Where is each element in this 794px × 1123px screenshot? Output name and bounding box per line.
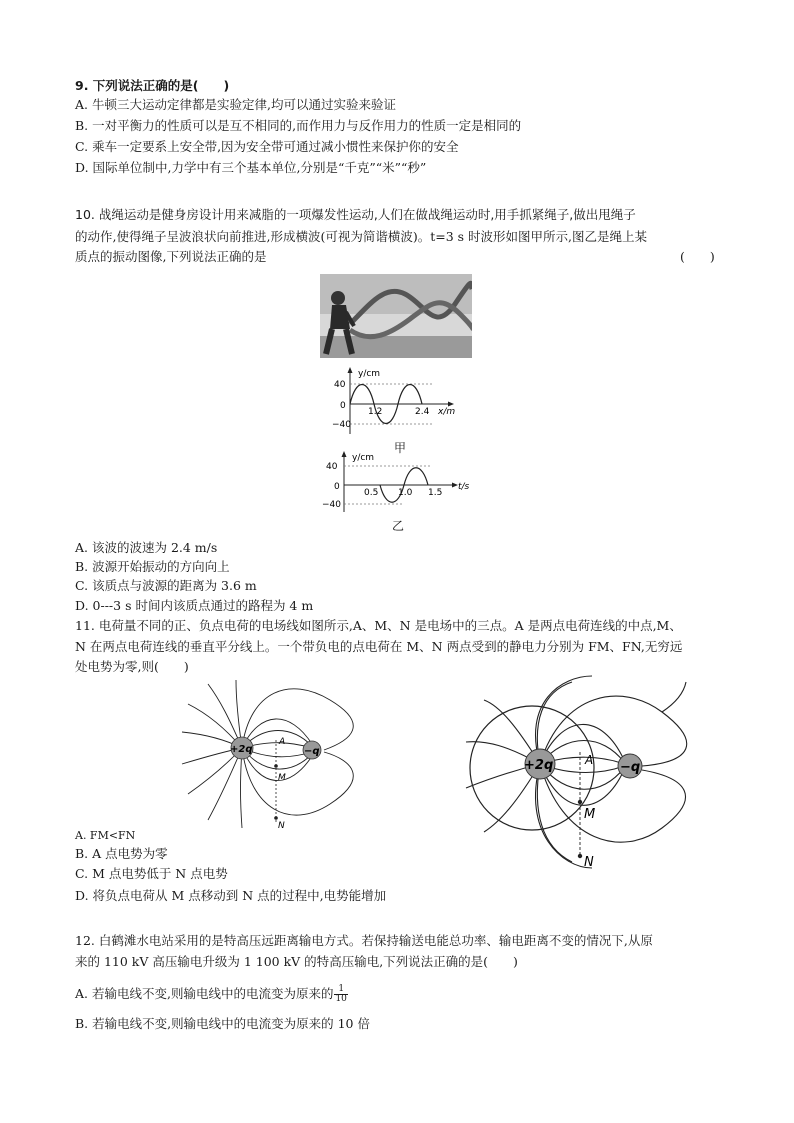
graph-b-caption: 乙 xyxy=(392,519,405,533)
q10-option-a: A. 该波的波速为 2.4 m/s xyxy=(75,540,218,555)
small-point-n-label: N xyxy=(278,821,285,830)
graph-a-xlabel: x/m xyxy=(438,407,456,417)
graph-a-caption: 甲 xyxy=(394,441,407,455)
large-point-a-label: A xyxy=(585,753,594,767)
graph-a-ylabel: y/cm xyxy=(358,369,381,379)
large-point-m-label: M xyxy=(584,807,596,822)
graph-b-ytick-top: 40 xyxy=(326,462,338,472)
q10-stem-line2: 的动作,使得绳子呈波浪状向前推进,形成横波(可视为简谐横波)。t=3 s 时波形如图甲所示,图乙是绳上某 xyxy=(75,229,647,244)
battle-rope-photo xyxy=(320,274,472,358)
q9-option-b: B. 一对平衡力的性质可以是互不相同的,而作用力与反作用力的性质一定是相同的 xyxy=(75,118,522,133)
q12-option-a xyxy=(75,985,349,1004)
fraction-numerator: 1 xyxy=(334,985,347,995)
graph-a-ytick-bottom: −40 xyxy=(332,420,351,430)
q11-option-c: C. M 点电势低于 N 点电势 xyxy=(75,866,228,881)
small-pos-charge-label: +2q xyxy=(230,744,253,755)
q11-option-d: D. 将负点电荷从 M 点移动到 N 点的过程中,电势能增加 xyxy=(75,888,387,903)
q12-stem-line1: 12. 白鹤滩水电站采用的是特高压远距离输电方式。若保持输送电能总功率、输电距离不变的情况下,从原 xyxy=(75,933,653,948)
q11-option-a: A. FM<FN xyxy=(75,829,136,842)
graph-b-xlabel: t/s xyxy=(458,482,470,492)
graph-a-ytick-zero: 0 xyxy=(340,401,346,411)
field-lines-figure-large xyxy=(462,672,702,872)
q10-stem-line1: 10. 战绳运动是健身房设计用来减脂的一项爆发性运动,人们在做战绳运动时,用手抓紧绳子,做出甩绳子 xyxy=(75,207,636,222)
q11-stem-line3: 处电势为零,则( ) xyxy=(75,659,189,674)
q11-stem-line2: N 在两点电荷连线的垂直平分线上。一个带负电的点电荷在 M、N 两点受到的静电力分别为 FM、FN,无穷远 xyxy=(75,639,683,654)
large-neg-charge-label: −q xyxy=(620,760,641,775)
q9-option-c: C. 乘车一定要系上安全带,因为安全带可通过减小惯性来保护你的安全 xyxy=(75,139,459,154)
graph-b-xtick-2: 1.0 xyxy=(398,488,413,498)
graph-b-ytick-zero: 0 xyxy=(334,482,340,492)
q10-stem-line3: 质点的振动图像,下列说法正确的是 xyxy=(75,249,267,264)
field-lines-figure-small xyxy=(180,680,360,830)
graph-b-xtick-1: 0.5 xyxy=(364,488,379,498)
q11-option-b: B. A 点电势为零 xyxy=(75,846,168,861)
small-point-m-label: M xyxy=(278,773,286,783)
wave-graph-a xyxy=(332,364,472,440)
graph-b-ytick-bottom: −40 xyxy=(322,500,341,510)
graph-a-ytick-top: 40 xyxy=(334,380,346,390)
q10-answer-blank: ( ) xyxy=(680,249,715,264)
q12-option-a-fraction xyxy=(334,985,347,1004)
graph-b-xtick-3: 1.5 xyxy=(428,488,443,498)
q9-option-a: A. 牛顿三大运动定律都是实验定律,均可以通过实验来验证 xyxy=(75,97,396,112)
large-pos-charge-label: +2q xyxy=(524,758,554,773)
small-neg-charge-label: −q xyxy=(304,746,320,757)
vibration-graph-b xyxy=(318,448,488,520)
q12-option-a-text: A. 若输电线不变,则输电线中的电流变为原来的 xyxy=(75,986,334,1001)
q12-stem-line2: 来的 110 kV 高压输电升级为 1 100 kV 的特高压输电,下列说法正确的是( ) xyxy=(75,954,518,969)
q10-option-b: B. 波源开始振动的方向向上 xyxy=(75,559,230,574)
q12-option-b: B. 若输电线不变,则输电线中的电流变为原来的 10 倍 xyxy=(75,1016,370,1031)
graph-a-xtick-1: 1.2 xyxy=(368,407,383,417)
q9-stem: 9. 下列说法正确的是( ) xyxy=(75,78,230,93)
q11-stem-line1: 11. 电荷量不同的正、负点电荷的电场线如图所示,A、M、N 是电场中的三点。A 是两点电荷连线的中点,M、 xyxy=(75,618,682,633)
small-point-a-label: A xyxy=(279,737,286,747)
q10-option-d: D. 0---3 s 时间内该质点通过的路程为 4 m xyxy=(75,598,314,613)
fraction-denominator: 10 xyxy=(335,994,347,1004)
q10-option-c: C. 该质点与波源的距离为 3.6 m xyxy=(75,578,257,593)
graph-b-ylabel: y/cm xyxy=(352,453,375,463)
graph-a-xtick-2: 2.4 xyxy=(415,407,430,417)
large-point-n-label: N xyxy=(584,855,594,870)
q9-option-d: D. 国际单位制中,力学中有三个基本单位,分别是“千克”“米”“秒” xyxy=(75,160,427,175)
